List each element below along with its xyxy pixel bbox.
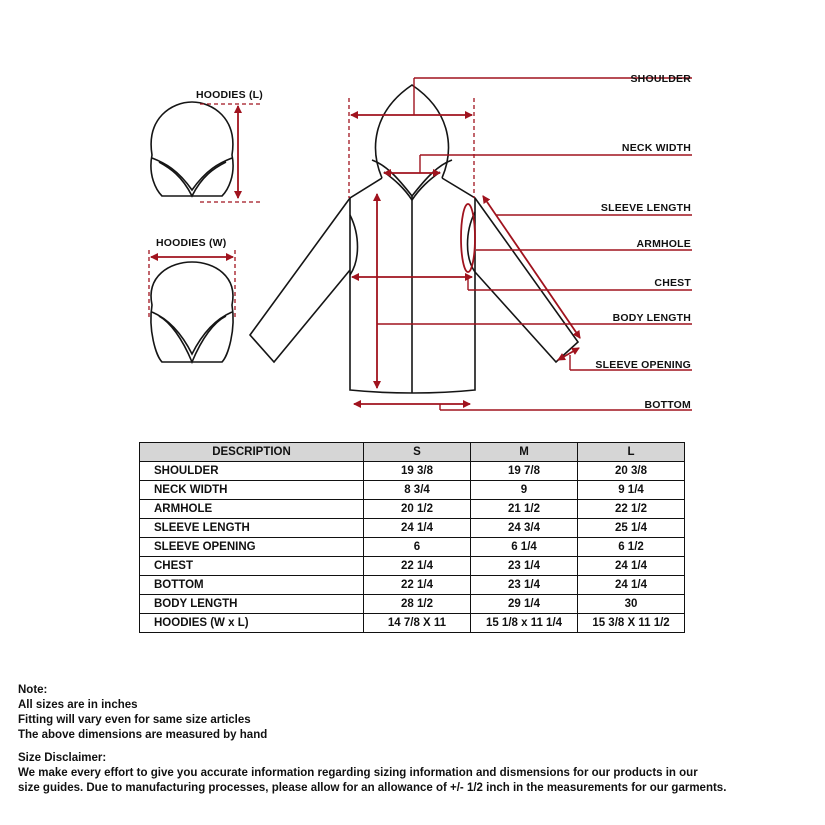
cell-l: 9 1/4 — [578, 481, 685, 500]
cell-l: 6 1/2 — [578, 538, 685, 557]
table-row — [140, 481, 685, 500]
sleeve-opening-label: SLEEVE OPENING — [595, 359, 691, 371]
header-description: DESCRIPTION — [140, 443, 364, 462]
row-description: BOTTOM — [140, 576, 364, 595]
table-row — [140, 614, 685, 633]
hood-length-illustration — [151, 89, 263, 202]
table-row — [140, 557, 685, 576]
cell-s: 20 1/2 — [364, 500, 471, 519]
cell-l: 25 1/4 — [578, 519, 685, 538]
note-line: The above dimensions are measured by hand — [18, 729, 268, 741]
table-header-row — [140, 443, 685, 462]
row-description: SLEEVE OPENING — [140, 538, 364, 557]
table-row — [140, 519, 685, 538]
notes-section — [18, 683, 818, 796]
cell-s: 14 7/8 X 11 — [364, 614, 471, 633]
note-line: All sizes are in inches — [18, 699, 138, 711]
hoodies-l-label: HOODIES (L) — [196, 89, 263, 101]
cell-l: 20 3/8 — [578, 462, 685, 481]
header-size-l: L — [578, 443, 685, 462]
row-description: HOODIES (W x L) — [140, 614, 364, 633]
hood-width-illustration — [149, 237, 235, 362]
table-row — [140, 462, 685, 481]
row-description: NECK WIDTH — [140, 481, 364, 500]
table-row — [140, 595, 685, 614]
cell-m: 29 1/4 — [471, 595, 578, 614]
header-size-s: S — [364, 443, 471, 462]
cell-s: 22 1/4 — [364, 557, 471, 576]
cell-s: 8 3/4 — [364, 481, 471, 500]
cell-s: 22 1/4 — [364, 576, 471, 595]
disclaimer-title: Size Disclaimer: — [18, 752, 107, 764]
cell-s: 24 1/4 — [364, 519, 471, 538]
chest-label: CHEST — [654, 277, 691, 289]
row-description: SLEEVE LENGTH — [140, 519, 364, 538]
measurement-labels — [595, 73, 691, 411]
cell-m: 21 1/2 — [471, 500, 578, 519]
cell-m: 15 1/8 x 11 1/4 — [471, 614, 578, 633]
cell-s: 19 3/8 — [364, 462, 471, 481]
cell-s: 6 — [364, 538, 471, 557]
size-table — [139, 442, 685, 633]
cell-m: 19 7/8 — [471, 462, 578, 481]
bottom-label: BOTTOM — [644, 399, 691, 411]
sleeve-length-label: SLEEVE LENGTH — [600, 202, 691, 214]
note-title: Note: — [18, 684, 48, 696]
cell-m: 23 1/4 — [471, 576, 578, 595]
cell-m: 23 1/4 — [471, 557, 578, 576]
neck-width-label: NECK WIDTH — [621, 142, 691, 154]
cell-l: 24 1/4 — [578, 576, 685, 595]
cell-l: 15 3/8 X 11 1/2 — [578, 614, 685, 633]
cell-m: 24 3/4 — [471, 519, 578, 538]
row-description: SHOULDER — [140, 462, 364, 481]
disclaimer-line: size guides. Due to manufacturing processes, please allow for an allowance of +/- 1/2 inch in the measurements for our garments. — [18, 782, 727, 794]
cell-l: 22 1/2 — [578, 500, 685, 519]
shoulder-label: SHOULDER — [630, 73, 691, 85]
table-row — [140, 538, 685, 557]
header-size-m: M — [471, 443, 578, 462]
row-description: BODY LENGTH — [140, 595, 364, 614]
armhole-label: ARMHOLE — [636, 238, 691, 250]
note-line: Fitting will vary even for same size articles — [18, 714, 251, 726]
cell-s: 28 1/2 — [364, 595, 471, 614]
table-row — [140, 576, 685, 595]
table-row — [140, 500, 685, 519]
cell-l: 30 — [578, 595, 685, 614]
body-length-label: BODY LENGTH — [612, 312, 691, 324]
jacket-illustration — [250, 85, 578, 393]
row-description: CHEST — [140, 557, 364, 576]
disclaimer-line: We make every effort to give you accurate information regarding sizing information and dismensions for our products in our — [18, 767, 698, 779]
cell-m: 6 1/4 — [471, 538, 578, 557]
cell-l: 24 1/4 — [578, 557, 685, 576]
row-description: ARMHOLE — [140, 500, 364, 519]
cell-m: 9 — [471, 481, 578, 500]
hoodies-w-label: HOODIES (W) — [156, 237, 227, 249]
